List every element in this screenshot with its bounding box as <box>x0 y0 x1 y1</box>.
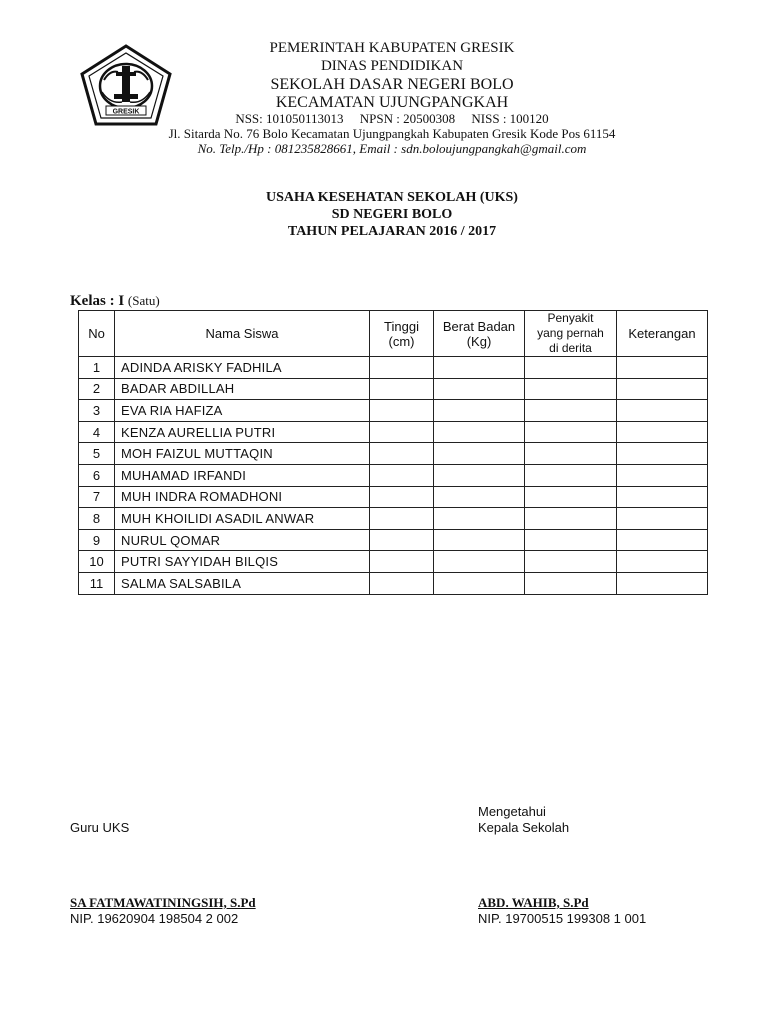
table-header-row <box>79 311 708 357</box>
row-student-name: MOH FAIZUL MUTTAQIN <box>115 443 370 465</box>
row-no: 7 <box>79 486 115 508</box>
header-keterangan: Keterangan <box>617 311 708 357</box>
row-no: 2 <box>79 378 115 400</box>
row-berat-cell <box>434 443 525 465</box>
row-keterangan-cell <box>617 551 708 573</box>
row-berat-cell <box>434 486 525 508</box>
row-tinggi-cell <box>370 508 434 530</box>
header-berat-line2: (Kg) <box>466 333 492 349</box>
row-student-name: EVA RIA HAFIZA <box>115 400 370 422</box>
row-tinggi-cell <box>370 529 434 551</box>
row-tinggi-cell <box>370 551 434 573</box>
row-penyakit-cell <box>525 400 617 422</box>
header-tinggi <box>370 311 434 357</box>
student-table <box>78 310 708 595</box>
header-penyakit-line2: yang pernah <box>537 326 604 340</box>
table-row <box>79 421 708 443</box>
row-penyakit-cell <box>525 443 617 465</box>
row-berat-cell <box>434 572 525 594</box>
row-keterangan-cell <box>617 400 708 422</box>
table-row <box>79 357 708 379</box>
table-row <box>79 572 708 594</box>
letterhead-address: Jl. Sitarda No. 76 Bolo Kecamatan Ujungpangkah Kabupaten Gresik Kode Pos 61154 <box>168 126 616 141</box>
row-no: 6 <box>79 464 115 486</box>
class-label <box>70 293 160 310</box>
row-penyakit-cell <box>525 572 617 594</box>
header-penyakit-line1: Penyakit <box>547 311 594 325</box>
row-tinggi-cell <box>370 357 434 379</box>
class-label-main: Kelas : I <box>70 293 125 309</box>
row-berat-cell <box>434 400 525 422</box>
signature-left-role: Guru UKS <box>70 820 130 835</box>
row-student-name: SALMA SALSABILA <box>115 572 370 594</box>
signature-right-pre: Mengetahui <box>478 804 546 819</box>
row-keterangan-cell <box>617 486 708 508</box>
row-tinggi-cell <box>370 464 434 486</box>
row-no: 1 <box>79 357 115 379</box>
table-row <box>79 400 708 422</box>
row-student-name: BADAR ABDILLAH <box>115 378 370 400</box>
row-berat-cell <box>434 421 525 443</box>
document-title: USAHA KESEHATAN SEKOLAH (UKS) <box>266 190 518 205</box>
row-keterangan-cell <box>617 357 708 379</box>
row-tinggi-cell <box>370 443 434 465</box>
row-tinggi-cell <box>370 486 434 508</box>
row-tinggi-cell <box>370 421 434 443</box>
row-keterangan-cell <box>617 421 708 443</box>
header-berat <box>434 311 525 357</box>
row-penyakit-cell <box>525 378 617 400</box>
row-no: 3 <box>79 400 115 422</box>
header-penyakit-line3: di derita <box>549 341 592 355</box>
row-penyakit-cell <box>525 486 617 508</box>
row-penyakit-cell <box>525 551 617 573</box>
row-student-name: KENZA AURELLIA PUTRI <box>115 421 370 443</box>
document-subtitle-year: TAHUN PELAJARAN 2016 / 2017 <box>287 224 497 239</box>
letterhead-school-name: SEKOLAH DASAR NEGERI BOLO <box>270 76 514 93</box>
row-student-name: ADINDA ARISKY FADHILA <box>115 357 370 379</box>
row-berat-cell <box>434 529 525 551</box>
row-no: 9 <box>79 529 115 551</box>
row-berat-cell <box>434 551 525 573</box>
row-student-name: MUH INDRA ROMADHONI <box>115 486 370 508</box>
row-keterangan-cell <box>617 508 708 530</box>
signature-right-role: Kepala Sekolah <box>478 820 570 835</box>
letterhead-department: DINAS PENDIDIKAN <box>320 58 464 74</box>
row-student-name: PUTRI SAYYIDAH BILQIS <box>115 551 370 573</box>
header-penyakit <box>525 311 617 357</box>
row-no: 5 <box>79 443 115 465</box>
row-keterangan-cell <box>617 378 708 400</box>
class-label-note: (Satu) <box>127 293 160 308</box>
table-row <box>79 529 708 551</box>
row-penyakit-cell <box>525 508 617 530</box>
row-berat-cell <box>434 378 525 400</box>
table-row <box>79 486 708 508</box>
letterhead-contact: No. Telp./Hp : 081235828661, Email : sdn.boloujungpangkah@gmail.com <box>197 141 587 156</box>
signature-right-name: ABD. WAHIB, S.Pd <box>478 895 589 910</box>
row-berat-cell <box>434 464 525 486</box>
header-berat-line1: Berat Badan <box>442 318 516 334</box>
row-no: 10 <box>79 551 115 573</box>
table-row <box>79 443 708 465</box>
row-berat-cell <box>434 508 525 530</box>
row-tinggi-cell <box>370 378 434 400</box>
row-no: 11 <box>79 572 115 594</box>
signature-left-name: SA FATMAWATININGSIH, S.Pd <box>70 895 256 910</box>
row-penyakit-cell <box>525 464 617 486</box>
row-student-name: NURUL QOMAR <box>115 529 370 551</box>
row-student-name: MUHAMAD IRFANDI <box>115 464 370 486</box>
row-keterangan-cell <box>617 572 708 594</box>
letterhead-codes: NSS: 101050113013 NPSN : 20500308 NISS : 100120 <box>235 111 549 126</box>
table-row <box>79 378 708 400</box>
signature-right-nip: NIP. 19700515 199308 1 001 <box>478 911 647 926</box>
table-row <box>79 508 708 530</box>
row-penyakit-cell <box>525 357 617 379</box>
document-subtitle-school: SD NEGERI BOLO <box>331 207 453 222</box>
row-berat-cell <box>434 357 525 379</box>
row-penyakit-cell <box>525 421 617 443</box>
header-no: No <box>79 311 115 357</box>
row-tinggi-cell <box>370 572 434 594</box>
row-penyakit-cell <box>525 529 617 551</box>
letterhead-government: PEMERINTAH KABUPATEN GRESIK <box>269 40 515 56</box>
row-keterangan-cell <box>617 464 708 486</box>
row-no: 8 <box>79 508 115 530</box>
row-tinggi-cell <box>370 400 434 422</box>
header-nama: Nama Siswa <box>115 311 370 357</box>
logo-text: GRESIK <box>112 108 140 116</box>
header-tinggi-line2: (cm) <box>388 333 415 349</box>
header-tinggi-line1: Tinggi <box>384 318 419 334</box>
letterhead-district: KECAMATAN UJUNGPANGKAH <box>275 94 509 111</box>
row-keterangan-cell <box>617 529 708 551</box>
signature-left-nip: NIP. 19620904 198504 2 002 <box>70 911 239 926</box>
row-no: 4 <box>79 421 115 443</box>
row-student-name: MUH KHOILIDI ASADIL ANWAR <box>115 508 370 530</box>
table-row <box>79 551 708 573</box>
table-row <box>79 464 708 486</box>
row-keterangan-cell <box>617 443 708 465</box>
